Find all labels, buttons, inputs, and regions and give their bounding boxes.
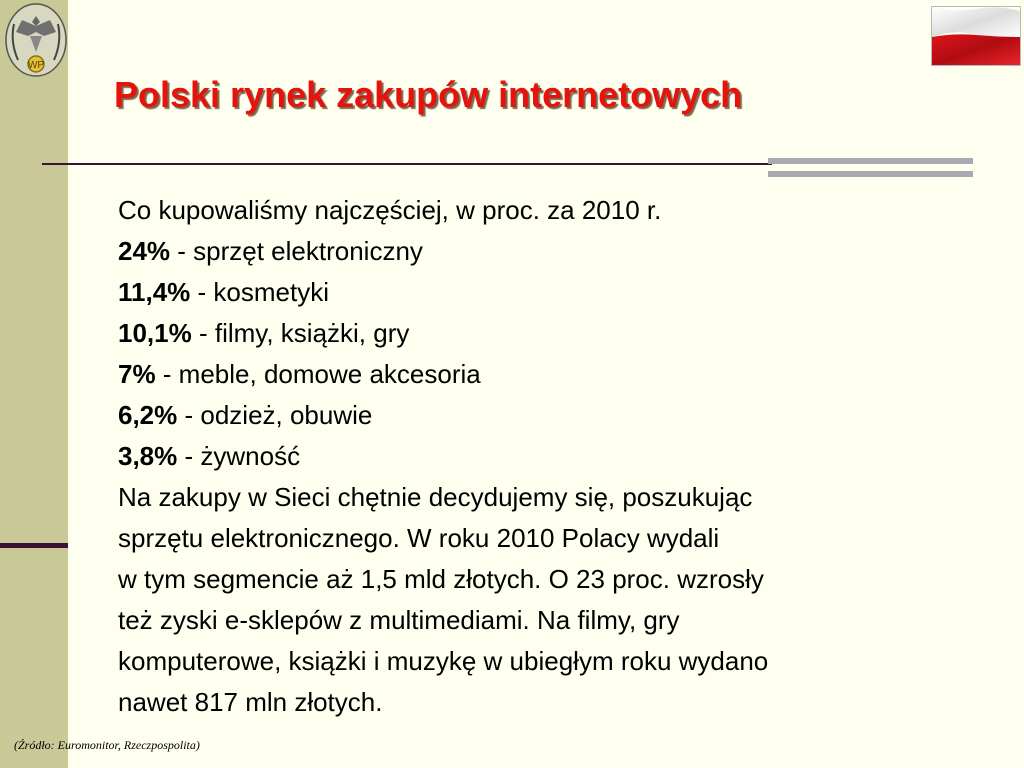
divider-accent-top	[768, 158, 973, 164]
paragraph-line: też zyski e-sklepów z multimediami. Na filmy, gry	[118, 605, 680, 635]
list-item	[118, 231, 998, 272]
divider-accent-bottom	[768, 171, 973, 177]
sidebar-accent-line	[0, 543, 68, 548]
title-divider	[42, 163, 772, 165]
polish-flag-icon	[931, 6, 1021, 66]
paragraph-line: sprzętu elektronicznego. W roku 2010 Polacy wydali	[118, 523, 720, 553]
item-percent: 10,1%	[118, 318, 192, 348]
list-item	[118, 436, 998, 477]
svg-text:WP: WP	[27, 60, 45, 71]
intro-line: Co kupowaliśmy najczęściej, w proc. za 2010 r.	[118, 195, 662, 225]
item-label: - meble, domowe akcesoria	[155, 359, 481, 389]
item-label: - kosmetyki	[190, 277, 329, 307]
sidebar-band	[0, 0, 68, 768]
slide-body	[118, 190, 998, 723]
item-percent: 6,2%	[118, 400, 178, 430]
slide-title: Polski rynek zakupów internetowych	[114, 74, 743, 115]
eagle-emblem-icon	[2, 2, 70, 82]
item-label: - filmy, książki, gry	[191, 318, 410, 348]
item-percent: 11,4%	[118, 277, 191, 307]
item-label: - żywność	[177, 441, 301, 471]
list-item	[118, 313, 998, 354]
item-label: - sprzęt elektroniczny	[170, 236, 423, 266]
list-item	[118, 354, 998, 395]
list-item	[118, 272, 998, 313]
item-percent: 3,8%	[118, 441, 178, 471]
list-item	[118, 395, 998, 436]
paragraph-line: nawet 817 mln złotych.	[118, 687, 383, 717]
item-percent: 24%	[118, 236, 171, 266]
item-label: - odzież, obuwie	[177, 400, 373, 430]
item-percent: 7%	[118, 359, 156, 389]
source-note: (Źródło: Euromonitor, Rzeczpospolita)	[14, 738, 200, 752]
paragraph-line: Na zakupy w Sieci chętnie decydujemy się, poszukując	[118, 482, 753, 512]
paragraph-line: w tym segmencie aż 1,5 mld złotych. O 23 proc. wzrosły	[118, 564, 764, 594]
paragraph-line: komputerowe, książki i muzykę w ubiegłym roku wydano	[118, 646, 769, 676]
